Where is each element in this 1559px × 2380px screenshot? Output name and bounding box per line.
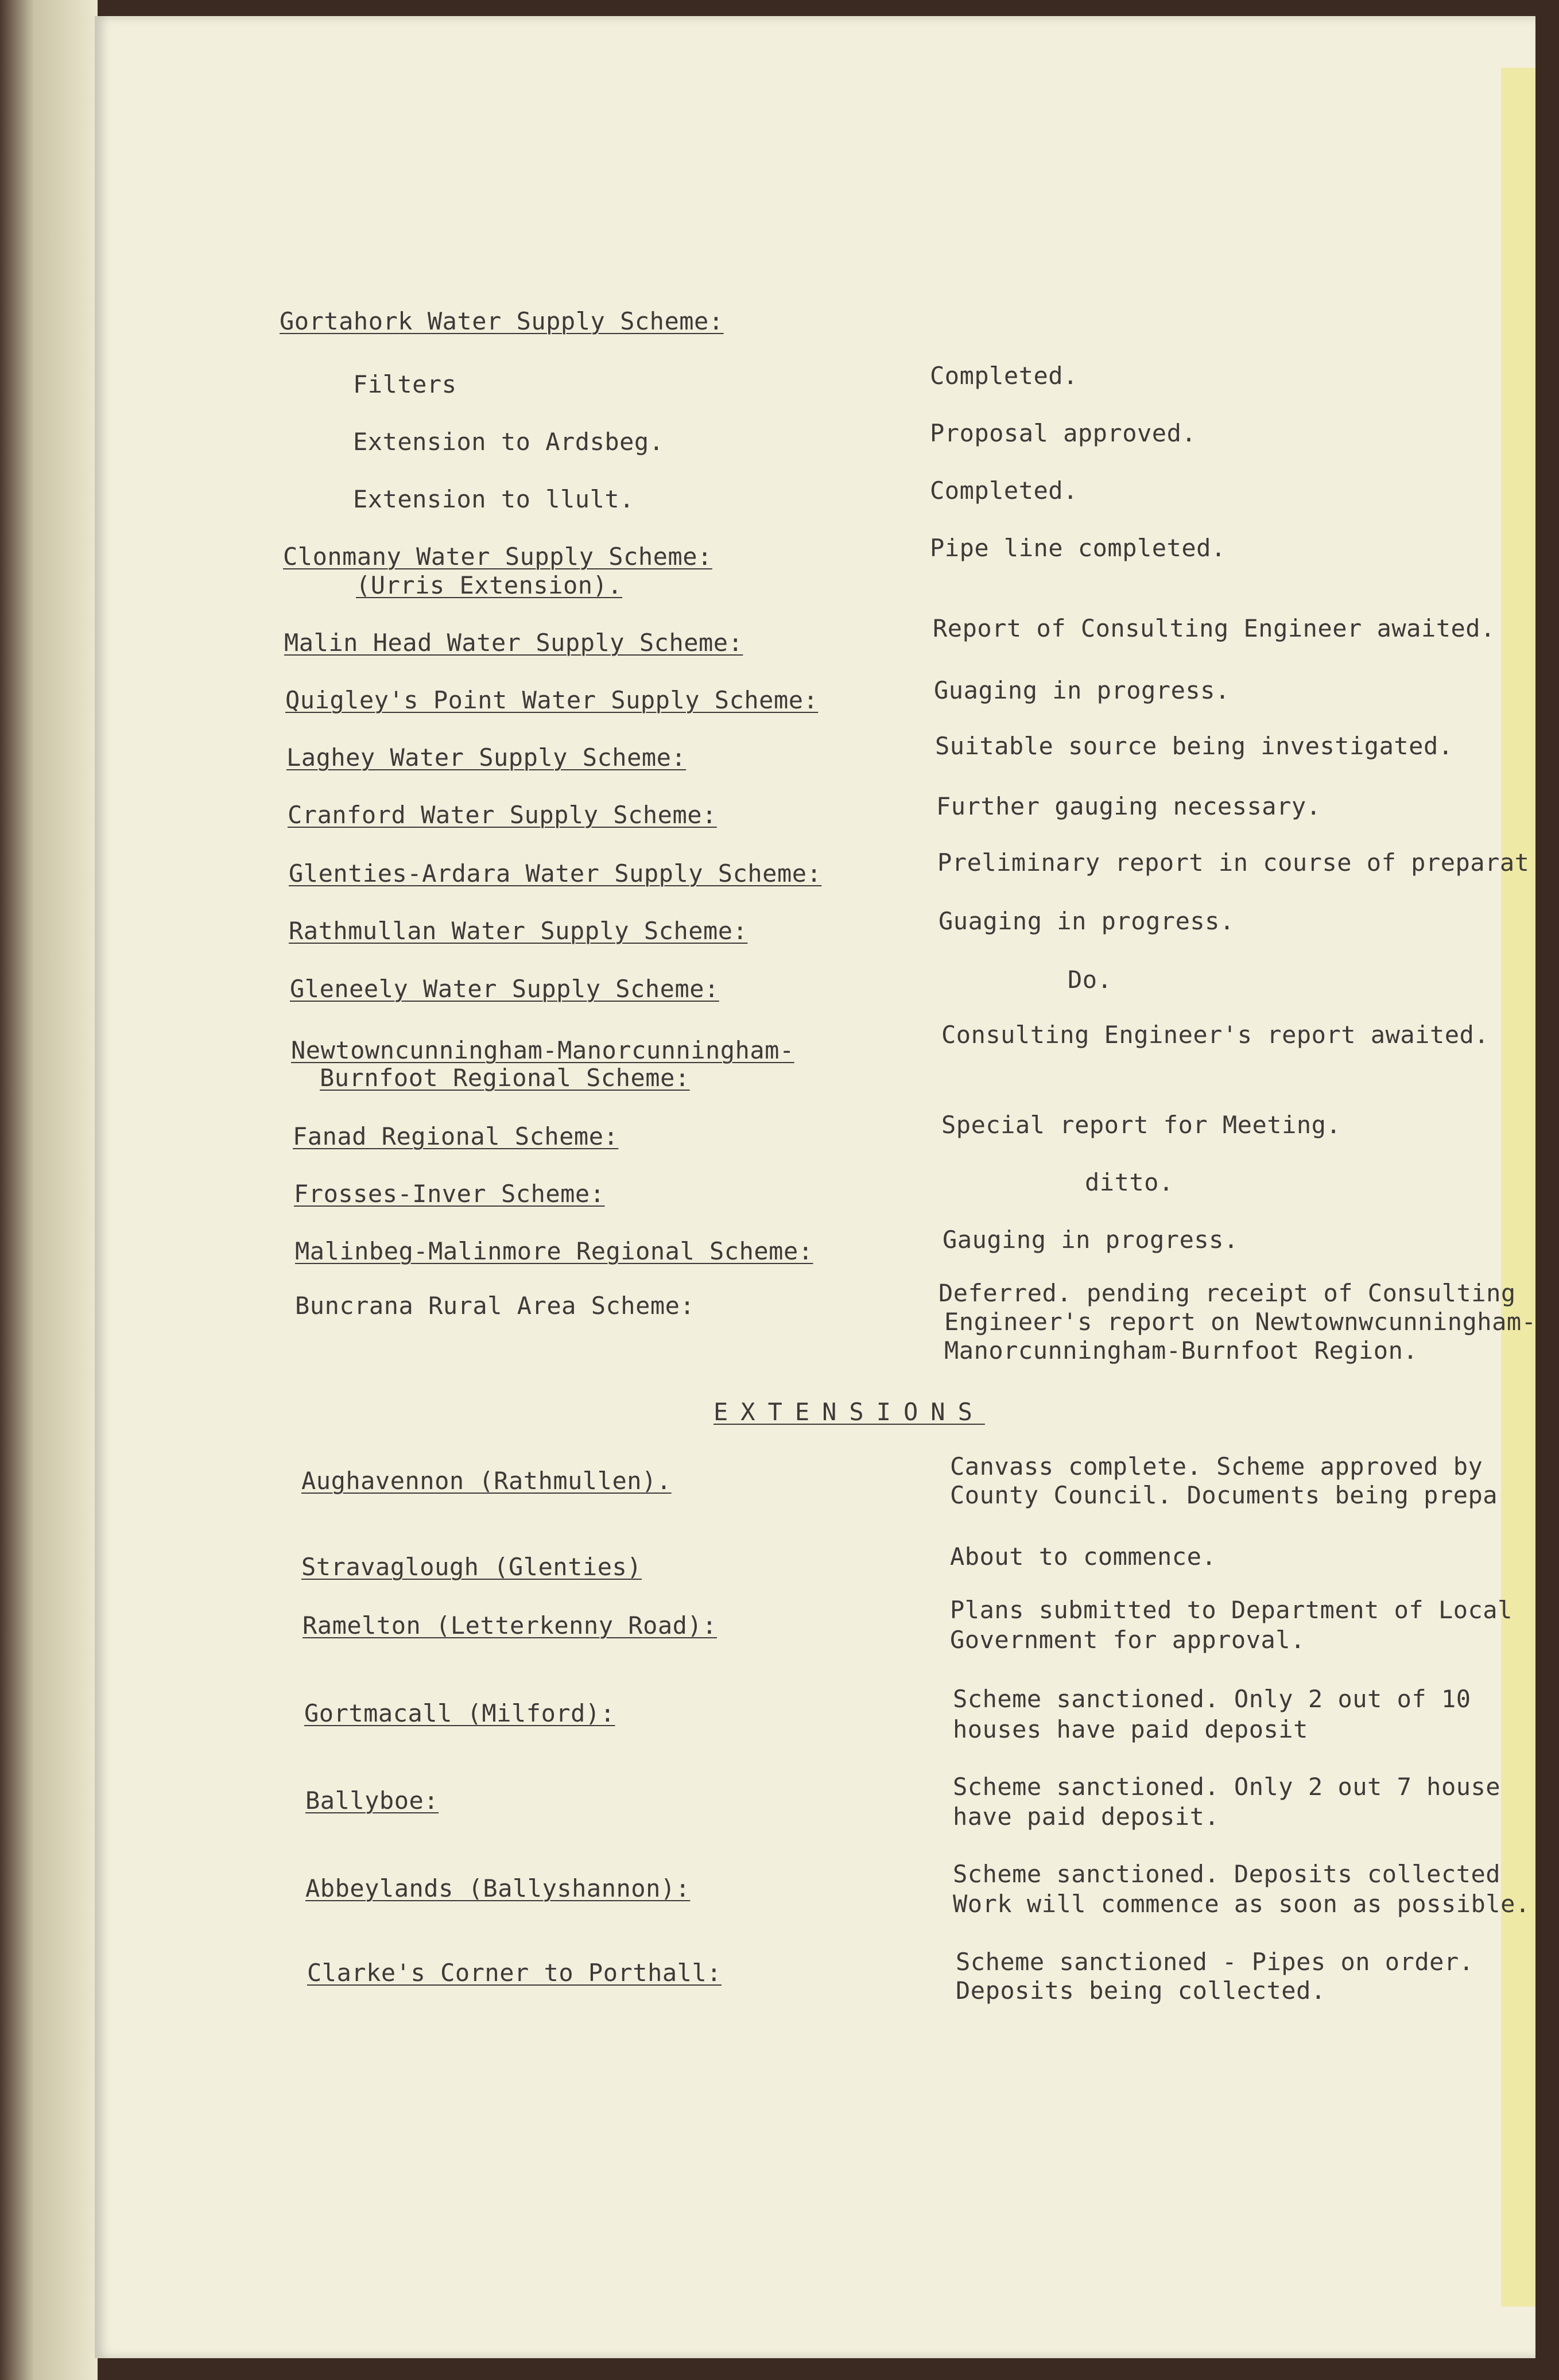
extension-name: Clarke's Corner to Porthall: [307,1959,722,1987]
scheme-status: Suitable source being investigated. [935,732,1453,760]
extension-status: Plans submitted to Department of Local [950,1596,1513,1624]
page-edge-tab [1501,68,1535,2307]
scheme-status: ditto. [1085,1168,1174,1196]
extension-status-cont: Deposits being collected. [956,1976,1326,2005]
extension-status: Scheme sanctioned. Deposits collected [953,1860,1501,1888]
gortahork-row-status: Completed. [930,362,1078,390]
scheme-status: Gauging in progress. [943,1226,1239,1254]
scheme-status: Special report for Meeting. [941,1111,1341,1139]
extension-name: Abbeylands (Ballyshannon): [305,1874,691,1902]
scheme-name: Clonmany Water Supply Scheme: [283,542,712,571]
extension-status: Scheme sanctioned. Only 2 out of 10 [953,1685,1471,1713]
extension-status-cont: have paid deposit. [953,1803,1220,1831]
book-binding [0,0,98,2380]
scheme-status: Report of Consulting Engineer awaited. [933,614,1495,642]
extension-status-cont: Work will commence as soon as possible. [953,1890,1530,1918]
scheme-name: Malinbeg-Malinmore Regional Scheme: [295,1237,813,1265]
extension-name: Aughavennon (Rathmullen). [301,1467,672,1495]
scheme-name: Malin Head Water Supply Scheme: [284,629,743,657]
scheme-name: Glenties-Ardara Water Supply Scheme: [289,859,822,887]
scheme-status: Guaging in progress. [934,676,1230,704]
extension-name: Ballyboe: [305,1786,439,1815]
scheme-name: Quigley's Point Water Supply Scheme: [285,686,819,714]
scheme-status: Preliminary report in course of preparat [937,848,1530,877]
scheme-status: Do. [1068,966,1112,994]
extensions-heading: EXTENSIONS [713,1398,985,1426]
scheme-status-cont: Manorcunningham-Burnfoot Region. [944,1336,1418,1365]
gortahork-row-status: Completed. [930,476,1078,505]
gortahork-row-label: Extension to Ardsbeg. [353,428,664,456]
scheme-status-cont: Engineer's report on Newtownwcunningham- [944,1308,1537,1336]
scheme-name: Newtowncunningham-Manorcunningham- [291,1036,794,1064]
extension-status: Scheme sanctioned. Only 2 out 7 house [953,1773,1501,1801]
scheme-status: Pipe line completed. [930,534,1226,562]
scheme-name-cont: Burnfoot Regional Scheme: [320,1064,690,1092]
extension-name: Stravaglough (Glenties) [301,1553,642,1581]
extension-status-cont: houses have paid deposit [953,1715,1308,1743]
extension-status-cont: County Council. Documents being prepa [950,1481,1498,1509]
scheme-name: Laghey Water Supply Scheme: [286,743,687,772]
gortahork-row-label: Filters [353,370,457,398]
scheme-name: Gleneely Water Supply Scheme: [290,975,719,1003]
scheme-status: Further gauging necessary. [936,792,1321,820]
gortahork-row-status: Proposal approved. [930,419,1197,447]
scheme-name: Rathmullan Water Supply Scheme: [289,917,748,945]
scheme-status: Deferred. pending receipt of Consulting [938,1279,1516,1307]
scheme-status: Consulting Engineer's report awaited. [941,1021,1490,1049]
gortahork-row-label: Extension to llult. [353,485,634,513]
scheme-name: Fanad Regional Scheme: [293,1122,619,1150]
extension-status-cont: Government for approval. [950,1626,1305,1654]
extension-status: Scheme sanctioned - Pipes on order. [956,1948,1474,1976]
extension-name: Gortmacall (Milford): [304,1699,615,1727]
scheme-name-cont: (Urris Extension). [356,571,623,599]
scheme-name: Buncrana Rural Area Scheme: [295,1292,695,1320]
extension-status: Canvass complete. Scheme approved by [950,1452,1483,1480]
extension-status: About to commence. [950,1542,1217,1571]
scheme-status: Guaging in progress. [938,907,1235,935]
scheme-title-gortahork: Gortahork Water Supply Scheme: [280,307,724,335]
scheme-name: Cranford Water Supply Scheme: [288,801,717,829]
extension-name: Ramelton (Letterkenny Road): [303,1611,718,1639]
scheme-name: Frosses-Inver Scheme: [294,1180,605,1208]
